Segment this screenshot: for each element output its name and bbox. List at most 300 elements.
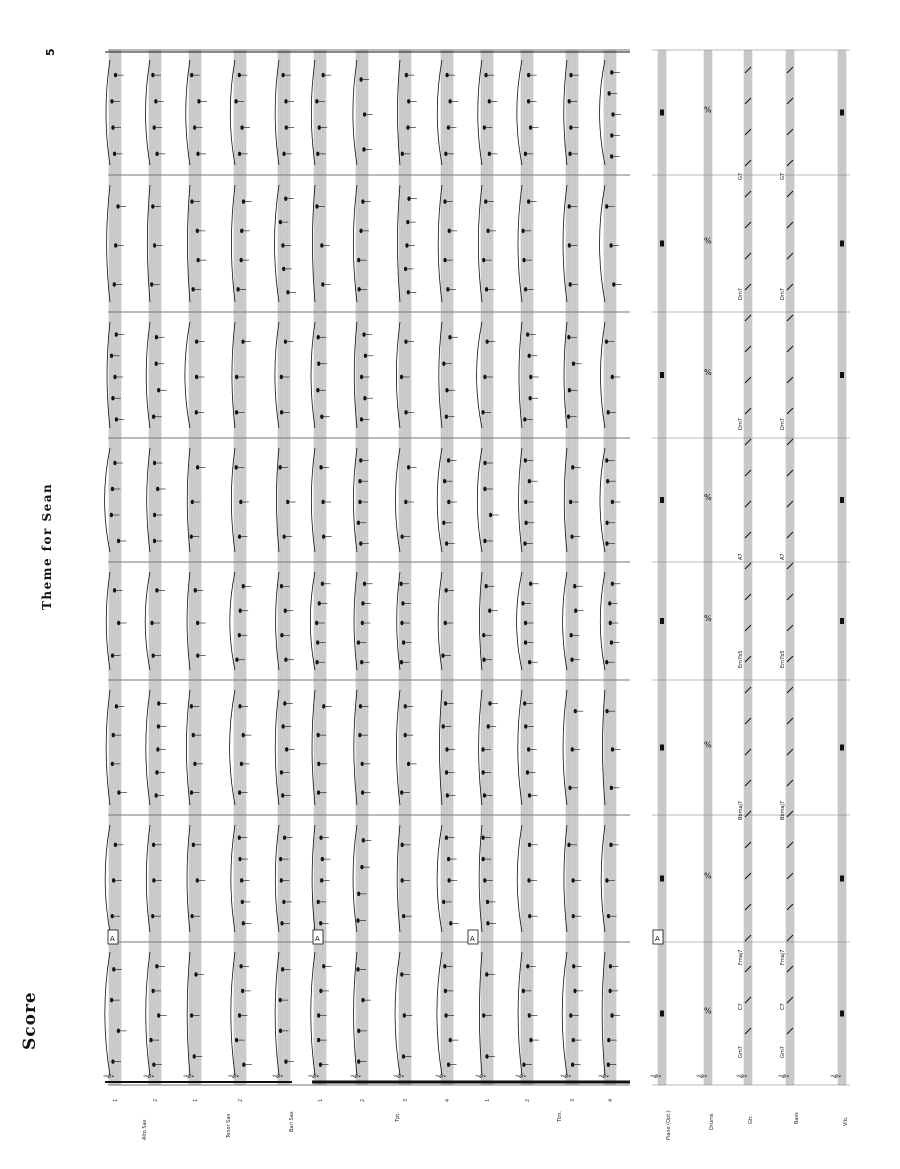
note-head (279, 220, 282, 224)
note-head (153, 539, 156, 543)
chord-symbol: Bbmaj7 (738, 800, 744, 820)
note-head (152, 415, 155, 419)
instrument-label: Drums (709, 1113, 715, 1130)
note-head (405, 73, 408, 77)
rest-mark (660, 110, 664, 116)
note-head (445, 388, 448, 392)
chord-symbol: A7 (780, 553, 786, 560)
note-head (522, 1063, 525, 1067)
note-head (400, 582, 403, 586)
note-head (609, 243, 612, 247)
note-head (448, 229, 451, 233)
note-head (573, 989, 576, 993)
note-head (280, 770, 283, 774)
note-head (524, 640, 527, 644)
note-head (114, 243, 117, 247)
note-head (234, 99, 237, 103)
note-head (524, 500, 527, 504)
note-head (117, 621, 120, 625)
note-head (400, 972, 403, 976)
instrument-label: Gtr. (748, 1114, 754, 1124)
note-head (361, 790, 364, 794)
chord-symbol: Gm7 (738, 1046, 744, 1058)
note-head (150, 621, 153, 625)
note-head (279, 465, 282, 469)
note-head (281, 967, 284, 971)
note-head (238, 633, 241, 637)
note-head (484, 73, 487, 77)
note-head (570, 534, 573, 538)
note-head (320, 878, 323, 882)
note-head (155, 793, 158, 797)
note-head (486, 339, 489, 343)
note-head (571, 465, 574, 469)
note-head (611, 500, 614, 504)
note-head (362, 332, 365, 336)
note-head (238, 1013, 241, 1017)
chord-symbol: C7 (780, 1003, 786, 1010)
chord-symbol: A7 (738, 553, 744, 560)
note-head (360, 417, 363, 421)
note-head (402, 640, 405, 644)
note-head (449, 1038, 452, 1042)
note-head (445, 836, 448, 840)
staff-number: 1 (113, 1098, 119, 1102)
note-head (113, 375, 116, 379)
instrument-label: Piano (Opt.) (666, 1110, 672, 1140)
note-head (149, 1038, 152, 1042)
staff-number: 2 (525, 1098, 531, 1102)
note-head (317, 1038, 320, 1042)
note-head (239, 500, 242, 504)
note-head (241, 900, 244, 904)
note-head (193, 762, 196, 766)
note-head (151, 73, 154, 77)
note-head (485, 972, 488, 976)
note-head (610, 640, 613, 644)
note-head (359, 229, 362, 233)
note-head (407, 197, 410, 201)
repeat-sign-icon: % (704, 740, 712, 750)
note-head (612, 282, 615, 286)
page-number: 5 (44, 48, 57, 56)
note-head (317, 733, 320, 737)
note-head (481, 747, 484, 751)
note-head (527, 747, 530, 751)
note-head (611, 375, 614, 379)
note-head (281, 243, 284, 247)
note-head (568, 99, 571, 103)
note-head (286, 290, 289, 294)
note-head (153, 513, 156, 517)
note-head (113, 282, 116, 286)
instrument-label: Bari Sax (289, 1111, 295, 1132)
note-head (524, 152, 527, 156)
instrument-label: Tenor Sax (226, 1113, 232, 1138)
note-head (442, 900, 445, 904)
clef-icon: 𝄞 (309, 1073, 319, 1079)
note-head (242, 1063, 245, 1067)
note-head (363, 112, 366, 116)
note-head (361, 998, 364, 1002)
note-head (190, 790, 193, 794)
repeat-sign-icon: % (704, 1006, 712, 1016)
note-head (607, 1038, 610, 1042)
note-head (360, 77, 363, 81)
piece-title: Theme for Sean (40, 482, 54, 610)
note-head (571, 747, 574, 751)
note-head (529, 375, 532, 379)
note-head (151, 914, 154, 918)
rest-mark (660, 497, 664, 503)
note-head (319, 921, 322, 925)
note-head (608, 601, 611, 605)
note-head (193, 1054, 196, 1058)
note-head (447, 857, 450, 861)
note-head (321, 857, 324, 861)
note-head (611, 1013, 614, 1017)
note-head (573, 584, 576, 588)
note-head (282, 267, 285, 271)
note-head (285, 125, 288, 129)
note-head (572, 1038, 575, 1042)
note-head (154, 99, 157, 103)
note-head (445, 415, 448, 419)
note-head (605, 339, 608, 343)
note-head (360, 865, 363, 869)
note-head (113, 152, 116, 156)
note-head (115, 704, 118, 708)
note-head (567, 843, 570, 847)
note-head (358, 479, 361, 483)
note-head (485, 584, 488, 588)
note-head (521, 601, 524, 605)
note-head (522, 229, 525, 233)
chord-symbol: G7 (780, 172, 786, 180)
note-head (572, 914, 575, 918)
note-head (284, 99, 287, 103)
note-head (196, 878, 199, 882)
note-head (447, 1063, 450, 1067)
note-head (607, 1063, 610, 1067)
note-head (407, 465, 410, 469)
note-head (449, 99, 452, 103)
note-head (356, 967, 359, 971)
clef-icon: 𝄞 (737, 1073, 747, 1079)
note-head (528, 793, 531, 797)
note-head (611, 112, 614, 116)
note-head (571, 1063, 574, 1067)
note-head (481, 410, 484, 414)
note-head (192, 733, 195, 737)
note-head (317, 362, 320, 366)
note-head (404, 500, 407, 504)
note-head (357, 892, 360, 896)
note-head (443, 964, 446, 968)
note-head (196, 465, 199, 469)
rest-mark (660, 372, 664, 378)
note-head (485, 287, 488, 291)
note-head (235, 658, 238, 662)
staff-number: 4 (608, 1098, 614, 1102)
rest-mark (840, 497, 844, 503)
note-head (111, 125, 114, 129)
note-head (195, 375, 198, 379)
note-head (607, 410, 610, 414)
note-head (114, 73, 117, 77)
note-head (111, 396, 114, 400)
clef-icon: 𝄞 (273, 1073, 283, 1079)
note-head (569, 282, 572, 286)
note-head (359, 541, 362, 545)
note-head (238, 836, 241, 840)
note-head (488, 701, 491, 705)
rest-mark (660, 618, 664, 624)
note-head (357, 258, 360, 262)
note-head (242, 921, 245, 925)
instrument-label: Bass (794, 1112, 800, 1124)
note-head (157, 724, 160, 728)
clef-icon: 𝄞 (184, 1073, 194, 1079)
clef-icon: 𝄞 (394, 1073, 404, 1079)
note-head (235, 410, 238, 414)
note-head (527, 73, 530, 77)
clef-icon: 𝄞 (351, 1073, 361, 1079)
note-head (116, 204, 119, 208)
note-head (609, 989, 612, 993)
staff-number: 2 (153, 1098, 159, 1102)
note-head (194, 972, 197, 976)
note-head (407, 762, 410, 766)
note-head (283, 701, 286, 705)
staff-number: 2 (238, 1098, 244, 1102)
note-head (238, 534, 241, 538)
note-head (358, 287, 361, 291)
note-head (238, 73, 241, 77)
note-head (404, 410, 407, 414)
note-head (284, 609, 287, 613)
note-head (488, 609, 491, 613)
note-head (359, 704, 362, 708)
clef-icon: 𝄞 (831, 1073, 841, 1079)
note-head (193, 125, 196, 129)
note-head (482, 857, 485, 861)
note-head (445, 770, 448, 774)
note-head (482, 770, 485, 774)
note-head (486, 921, 489, 925)
staff-number: 1 (193, 1098, 199, 1102)
note-head (238, 790, 241, 794)
note-head (448, 878, 451, 882)
note-head (318, 601, 321, 605)
note-head (157, 388, 160, 392)
note-head (284, 658, 287, 662)
note-head (152, 989, 155, 993)
note-head (115, 332, 118, 336)
note-head (195, 410, 198, 414)
note-head (525, 521, 528, 525)
rest-mark (660, 876, 664, 882)
note-head (605, 709, 608, 713)
note-head (358, 733, 361, 737)
note-head (404, 733, 407, 737)
note-head (110, 513, 113, 517)
note-head (605, 541, 608, 545)
note-head (523, 701, 526, 705)
note-head (526, 964, 529, 968)
chord-symbol: Bbmaj7 (780, 800, 786, 820)
note-head (488, 152, 491, 156)
note-head (443, 258, 446, 262)
note-head (605, 878, 608, 882)
note-head (574, 609, 577, 613)
note-head (279, 998, 282, 1002)
note-head (610, 154, 613, 158)
note-head (608, 91, 611, 95)
note-head (284, 197, 287, 201)
note-head (239, 609, 242, 613)
note-head (282, 900, 285, 904)
note-head (482, 1013, 485, 1017)
note-head (443, 479, 446, 483)
note-head (192, 287, 195, 291)
note-head (569, 500, 572, 504)
note-head (322, 964, 325, 968)
note-head (569, 73, 572, 77)
clef-icon: 𝄞 (436, 1073, 446, 1079)
note-head (190, 1013, 193, 1017)
note-head (522, 258, 525, 262)
note-head (315, 204, 318, 208)
note-head (448, 335, 451, 339)
note-head (315, 99, 318, 103)
staff-number: 1 (485, 1098, 491, 1102)
note-head (529, 582, 532, 586)
note-head (570, 658, 573, 662)
note-head (483, 461, 486, 465)
repeat-sign-icon: % (704, 105, 712, 115)
note-head (569, 125, 572, 129)
note-head (286, 500, 289, 504)
note-head (240, 762, 243, 766)
note-head (528, 479, 531, 483)
note-head (528, 660, 531, 664)
note-head (523, 417, 526, 421)
note-head (240, 229, 243, 233)
note-head (522, 989, 525, 993)
note-head (487, 724, 490, 728)
note-head (363, 582, 366, 586)
rest-mark (840, 618, 844, 624)
score-label: Score (20, 991, 40, 1050)
note-head (152, 1063, 155, 1067)
clef-icon: 𝄞 (779, 1073, 789, 1079)
note-head (609, 621, 612, 625)
note-head (484, 199, 487, 203)
note-head (446, 287, 449, 291)
note-head (358, 500, 361, 504)
note-head (363, 396, 366, 400)
note-head (155, 588, 158, 592)
note-head (402, 1054, 405, 1058)
note-head (611, 582, 614, 586)
rest-mark (840, 745, 844, 751)
note-head (242, 733, 245, 737)
note-head (155, 770, 158, 774)
note-head (110, 998, 113, 1002)
note-head (482, 258, 485, 262)
note-head (241, 989, 244, 993)
note-head (444, 152, 447, 156)
note-head (155, 335, 158, 339)
note-head (152, 878, 155, 882)
note-head (486, 229, 489, 233)
note-head (238, 704, 241, 708)
note-head (529, 125, 532, 129)
note-head (444, 701, 447, 705)
note-head (568, 243, 571, 247)
note-head (196, 229, 199, 233)
note-head (317, 900, 320, 904)
chord-symbol: Em7b5 (738, 650, 744, 668)
note-head (571, 878, 574, 882)
note-head (610, 786, 613, 790)
note-head (401, 878, 404, 882)
note-head (610, 133, 613, 137)
note-head (155, 964, 158, 968)
note-head (155, 152, 158, 156)
note-head (237, 287, 240, 291)
note-head (569, 1013, 572, 1017)
note-head (360, 660, 363, 664)
note-head (357, 640, 360, 644)
note-head (152, 843, 155, 847)
note-head (156, 747, 159, 751)
rehearsal-mark: A (110, 935, 115, 943)
note-head (482, 658, 485, 662)
note-head (361, 621, 364, 625)
note-head (482, 633, 485, 637)
note-head (316, 152, 319, 156)
note-head (524, 458, 527, 462)
note-head (112, 733, 115, 737)
note-head (320, 243, 323, 247)
note-head (447, 125, 450, 129)
note-head (609, 964, 612, 968)
note-head (279, 1029, 282, 1033)
note-head (322, 73, 325, 77)
note-head (240, 878, 243, 882)
staff-number: 4 (445, 1098, 451, 1102)
instrument-label: Vib. (843, 1116, 849, 1126)
note-head (196, 653, 199, 657)
note-head (242, 584, 245, 588)
note-head (489, 513, 492, 517)
note-head (606, 479, 609, 483)
note-head (192, 843, 195, 847)
clef-icon: 𝄞 (229, 1073, 239, 1079)
note-head (316, 388, 319, 392)
rehearsal-mark: A (655, 935, 660, 943)
rest-mark (660, 745, 664, 751)
note-head (282, 152, 285, 156)
note-head (483, 539, 486, 543)
note-head (528, 354, 531, 358)
chord-symbol: Em7b5 (780, 650, 786, 668)
note-head (319, 989, 322, 993)
note-head (528, 1013, 531, 1017)
note-head (357, 1029, 360, 1033)
